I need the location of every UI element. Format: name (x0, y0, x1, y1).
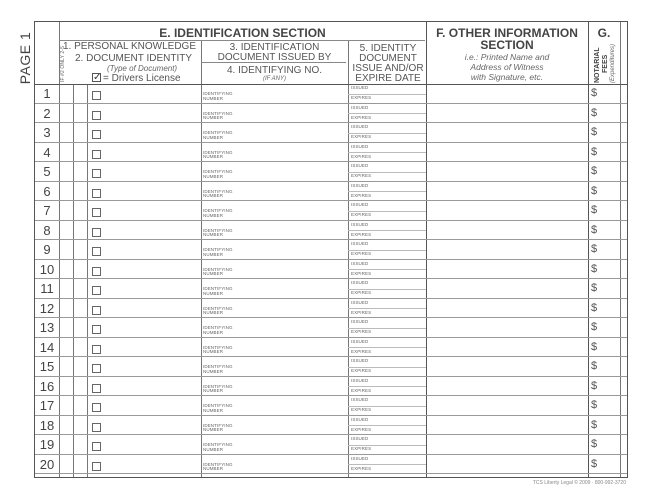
issued-label[interactable]: ISSUED (351, 182, 369, 188)
section-g-title: G. (597, 26, 611, 40)
identity-document-date-label: 5. IDENTITY DOCUMENT ISSUE AND/OR EXPIRE DATE (352, 43, 424, 84)
journal-row (35, 396, 627, 416)
section-f-hint-3: with Signature, etc. (470, 72, 544, 82)
expires-label[interactable]: EXPIRES (351, 114, 372, 120)
row-number: 8 (43, 222, 51, 238)
journal-row (35, 221, 627, 241)
fee-dollar-field[interactable]: $ (591, 282, 598, 294)
personal-knowledge-checkbox[interactable] (92, 247, 101, 256)
identifying-number-label[interactable]: IDENTIFYING NUMBER (203, 169, 233, 179)
row-number: 7 (43, 203, 51, 218)
identifying-number-label[interactable]: IDENTIFYING NUMBER (203, 247, 233, 257)
identifying-number-label[interactable]: IDENTIFYING NUMBER (203, 130, 233, 140)
personal-knowledge-checkbox[interactable] (92, 345, 101, 354)
personal-knowledge-checkbox[interactable] (92, 169, 101, 178)
journal-row (35, 240, 627, 260)
personal-knowledge-checkbox[interactable] (92, 150, 101, 159)
identifying-number-label[interactable]: IDENTIFYING NUMBER (203, 208, 233, 218)
identifying-number-label[interactable]: IDENTIFYING NUMBER (203, 403, 233, 413)
section-f-hint-2: Address of Witness (470, 62, 544, 72)
page-label: PAGE 1 (17, 31, 33, 85)
personal-knowledge-checkbox[interactable] (92, 364, 101, 373)
fee-dollar-field[interactable]: $ (591, 145, 598, 158)
identifying-number-label[interactable]: IDENTIFYING NUMBER (203, 383, 233, 393)
row-number: 16 (39, 378, 55, 394)
fee-dollar-field[interactable]: $ (591, 418, 598, 431)
row-number: 5 (43, 164, 51, 179)
journal-row (35, 201, 627, 221)
expires-label[interactable]: EXPIRES (351, 329, 372, 334)
issued-label[interactable]: ISSUED (351, 280, 369, 285)
journal-row (35, 377, 627, 397)
issued-label[interactable]: ISSUED (351, 241, 369, 246)
check-icon: ✓ (93, 72, 102, 83)
identifying-number-label[interactable]: IDENTIFYING NUMBER (203, 305, 233, 315)
issued-label[interactable]: ISSUED (351, 319, 369, 324)
other-information-field[interactable] (427, 396, 587, 416)
issued-label[interactable]: ISSUED (351, 299, 369, 305)
identifying-no-label: 4. IDENTIFYING NO. (226, 65, 322, 76)
expires-label[interactable]: EXPIRES (351, 290, 372, 295)
id-side-label: IF #2 ONLY 2-5 (60, 46, 66, 82)
other-information-field[interactable] (427, 338, 587, 358)
identifying-number-label[interactable]: IDENTIFYING NUMBER (203, 325, 233, 335)
journal-row (35, 299, 627, 319)
identifying-number-label[interactable]: IDENTIFYING NUMBER (203, 461, 233, 471)
expires-label[interactable]: EXPIRES (351, 387, 372, 393)
other-information-field[interactable] (427, 260, 587, 280)
issued-label[interactable]: ISSUED (351, 455, 369, 461)
expires-label[interactable]: EXPIRES (351, 173, 372, 178)
identifying-number-label[interactable]: IDENTIFYING NUMBER (203, 110, 233, 120)
journal-row (35, 318, 627, 338)
journal-row (35, 84, 627, 104)
section-e-title: E. IDENTIFICATION SECTION (159, 26, 326, 40)
fee-dollar-field[interactable]: $ (591, 321, 598, 333)
expires-label[interactable]: EXPIRES (351, 426, 372, 432)
journal-row (35, 279, 627, 299)
personal-knowledge-checkbox[interactable] (92, 384, 101, 393)
identifying-number-label[interactable]: IDENTIFYING NUMBER (203, 266, 233, 276)
journal-row (35, 260, 627, 280)
expires-label[interactable]: EXPIRES (351, 309, 372, 315)
personal-knowledge-checkbox[interactable] (92, 442, 101, 451)
identifying-number-label[interactable]: IDENTIFYING NUMBER (203, 227, 233, 237)
fee-dollar-field[interactable]: $ (591, 340, 598, 353)
fees-label: FEES (602, 54, 609, 73)
journal-row (35, 104, 627, 124)
other-information-field[interactable] (427, 201, 587, 221)
journal-row (35, 162, 627, 182)
expires-label[interactable]: EXPIRES (351, 465, 372, 471)
row-number: 20 (39, 456, 55, 472)
personal-knowledge-checkbox[interactable] (92, 306, 101, 315)
fee-dollar-field[interactable]: $ (591, 262, 598, 275)
fee-dollar-field[interactable]: $ (591, 379, 598, 392)
personal-knowledge-label: 1. PERSONAL KNOWLEDGE (63, 41, 196, 52)
other-information-field[interactable] (427, 182, 587, 202)
other-information-field[interactable] (427, 104, 587, 124)
row-number: 18 (39, 417, 55, 433)
drivers-license-label: = Drivers License (103, 73, 181, 84)
personal-knowledge-checkbox[interactable] (92, 462, 101, 471)
other-information-field[interactable] (427, 299, 587, 319)
row-number: 9 (43, 242, 51, 257)
expires-label[interactable]: EXPIRES (351, 134, 372, 139)
fee-dollar-field[interactable]: $ (591, 126, 598, 138)
issued-label[interactable]: ISSUED (351, 143, 369, 149)
fee-dollar-field[interactable]: $ (591, 243, 598, 255)
document-identity-label: 2. DOCUMENT IDENTITY (75, 53, 193, 64)
personal-knowledge-checkbox[interactable] (92, 91, 101, 100)
identifying-number-label[interactable]: IDENTIFYING NUMBER (203, 422, 233, 432)
issued-label[interactable]: ISSUED (351, 358, 369, 363)
other-information-field[interactable] (427, 221, 587, 241)
issued-label[interactable]: ISSUED (351, 260, 369, 266)
expenditures-label: (Expenditures) (610, 43, 616, 83)
identifying-number-label[interactable]: IDENTIFYING NUMBER (203, 286, 233, 296)
expires-label[interactable]: EXPIRES (351, 192, 372, 198)
issued-label[interactable]: ISSUED (351, 202, 369, 207)
section-f-title-2: SECTION (480, 38, 534, 52)
fee-dollar-field[interactable]: $ (591, 165, 598, 177)
journal-row (35, 338, 627, 358)
other-information-field[interactable] (427, 279, 587, 299)
row-number: 1 (43, 86, 51, 101)
personal-knowledge-checkbox[interactable] (92, 325, 101, 334)
other-information-field[interactable] (427, 84, 587, 104)
row-number: 3 (43, 125, 51, 140)
identifying-number-label[interactable]: IDENTIFYING NUMBER (203, 149, 233, 159)
fee-dollar-field[interactable]: $ (591, 399, 598, 411)
fee-dollar-field[interactable]: $ (591, 106, 598, 119)
section-f-hint-1: i.e.: Printed Name and (464, 52, 550, 62)
issued-label[interactable]: ISSUED (351, 124, 369, 129)
row-number: 19 (39, 437, 55, 452)
other-information-field[interactable] (427, 318, 587, 338)
row-number: 13 (39, 320, 55, 335)
row-number: 10 (39, 261, 55, 277)
identifying-number-label[interactable]: IDENTIFYING NUMBER (203, 188, 233, 198)
issued-label[interactable]: ISSUED (351, 104, 369, 110)
issued-label[interactable]: ISSUED (351, 338, 369, 344)
row-number: 15 (39, 359, 55, 374)
other-information-field[interactable] (427, 162, 587, 182)
fee-dollar-field[interactable]: $ (591, 87, 598, 99)
expires-label[interactable]: EXPIRES (351, 446, 372, 451)
journal-row (35, 123, 627, 143)
expires-label[interactable]: EXPIRES (351, 270, 372, 276)
fee-dollar-field[interactable]: $ (591, 438, 598, 450)
expires-label[interactable]: EXPIRES (351, 348, 372, 354)
expires-label[interactable]: EXPIRES (351, 251, 372, 256)
row-number: 17 (39, 398, 55, 413)
issued-label[interactable]: ISSUED (351, 397, 369, 402)
issued-label[interactable]: ISSUED (351, 416, 369, 422)
row-number: 6 (43, 183, 51, 199)
personal-knowledge-checkbox[interactable] (92, 111, 101, 120)
issued-label[interactable]: ISSUED (351, 377, 369, 383)
row-number: 2 (43, 105, 51, 121)
notary-journal-form (17, 21, 628, 478)
personal-knowledge-checkbox[interactable] (92, 189, 101, 198)
other-information-field[interactable] (427, 416, 587, 436)
row-number: 14 (39, 339, 55, 355)
id-document-issued-by-label: 3. IDENTIFICATION DOCUMENT ISSUED BY (217, 42, 332, 63)
identifying-number-label[interactable]: IDENTIFYING NUMBER (203, 91, 233, 101)
journal-row (35, 416, 627, 436)
notarial-label: NOTARIAL (594, 47, 601, 83)
fee-dollar-field[interactable]: $ (591, 223, 598, 236)
personal-knowledge-checkbox[interactable] (92, 423, 101, 432)
personal-knowledge-checkbox[interactable] (92, 286, 101, 295)
fee-dollar-field[interactable]: $ (591, 184, 598, 197)
expires-label[interactable]: EXPIRES (351, 231, 372, 237)
row-number: 12 (39, 300, 55, 316)
other-information-field[interactable] (427, 377, 587, 397)
expires-label[interactable]: EXPIRES (351, 368, 372, 373)
issued-label[interactable]: ISSUED (351, 221, 369, 227)
expires-label[interactable]: EXPIRES (351, 407, 372, 412)
issued-label[interactable]: ISSUED (351, 436, 369, 441)
identifying-number-label[interactable]: IDENTIFYING NUMBER (203, 442, 233, 452)
other-information-field[interactable] (427, 435, 587, 455)
journal-row (35, 143, 627, 163)
journal-row (35, 455, 627, 475)
journal-row (35, 182, 627, 202)
expires-label[interactable]: EXPIRES (351, 212, 372, 217)
fee-dollar-field[interactable]: $ (591, 204, 598, 216)
personal-knowledge-checkbox[interactable] (92, 267, 101, 276)
footer-credit: TCS Liberty Legal © 2009 · 800-992-3720 (532, 480, 626, 486)
other-information-field[interactable] (427, 143, 587, 163)
fee-dollar-field[interactable]: $ (591, 301, 598, 314)
other-information-field[interactable] (427, 357, 587, 377)
journal-row (35, 435, 627, 455)
issued-label[interactable]: ISSUED (351, 163, 369, 168)
personal-knowledge-checkbox[interactable] (92, 403, 101, 412)
personal-knowledge-checkbox[interactable] (92, 130, 101, 139)
row-number: 11 (40, 281, 54, 296)
expires-label[interactable]: EXPIRES (351, 153, 372, 159)
identifying-no-hint: (IF ANY) (262, 76, 286, 82)
personal-knowledge-checkbox[interactable] (92, 208, 101, 217)
personal-knowledge-checkbox[interactable] (92, 228, 101, 237)
identifying-number-label[interactable]: IDENTIFYING NUMBER (203, 364, 233, 374)
other-information-field[interactable] (427, 123, 587, 143)
issued-label[interactable]: ISSUED (351, 85, 369, 90)
other-information-field[interactable] (427, 240, 587, 260)
other-information-field[interactable] (427, 455, 587, 475)
section-f-title: F. OTHER INFORMATION (436, 26, 578, 40)
row-number: 4 (43, 144, 51, 160)
fee-dollar-field[interactable]: $ (591, 360, 598, 372)
identifying-number-label[interactable]: IDENTIFYING NUMBER (203, 344, 233, 354)
expires-label[interactable]: EXPIRES (351, 95, 372, 100)
fee-dollar-field[interactable]: $ (591, 457, 598, 470)
journal-row (35, 357, 627, 377)
document-type-hint: (Type of Document) (107, 64, 178, 73)
